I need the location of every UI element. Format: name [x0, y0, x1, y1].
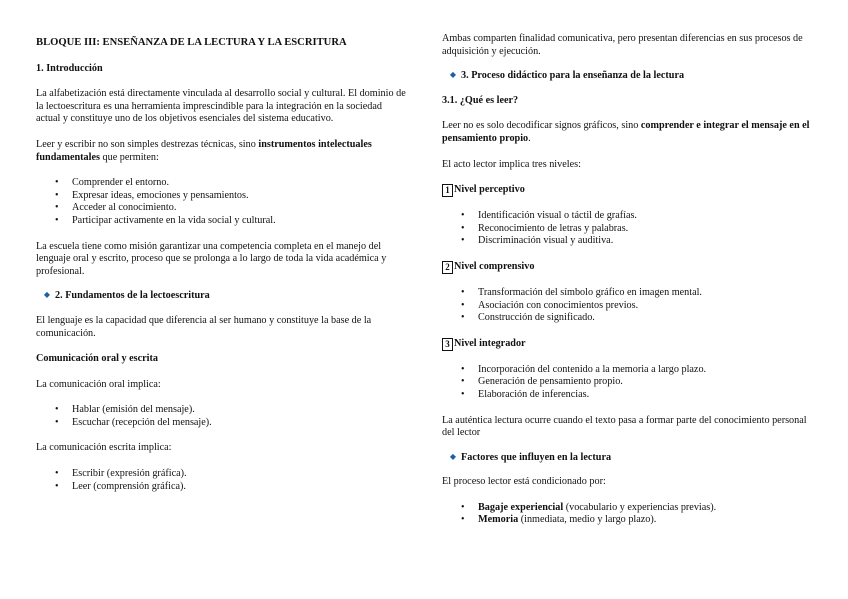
level-2-heading [442, 261, 812, 274]
list-item: • Identificación visual o táctil de grafías. [478, 210, 812, 223]
list-item: • Comprender el entorno. [72, 177, 408, 190]
intro-paragraph-2 [36, 139, 408, 164]
list-item: • Escribir (expresión gráfica). [72, 468, 408, 481]
section-2-heading-text: 2. Fundamentos de la lectoescritura [55, 290, 210, 302]
intro-p2-end: que permiten: [99, 151, 159, 163]
autentica-paragraph: La auténtica lectura ocurre cuando el texto pasa a formar parte del conocimiento personal del lector [442, 414, 807, 439]
level-3-title: Nivel integrador [454, 337, 526, 349]
factor-bold: Memoria [478, 514, 519, 526]
document-title: BLOQUE III: ENSEÑANZA DE LA LECTURA Y LA ESCRITURA [36, 37, 347, 48]
intro-paragraph-3: La escuela tiene como misión garantizar una competencia completa en el manejo del lenguaje oral y escrito, proceso que se prolonga a lo largo de toda la vida académica y profesional. [36, 240, 387, 277]
list-item: • Acceder al conocimiento. [72, 202, 408, 215]
factor-text: (vocabulario y experiencias previas). [563, 501, 717, 513]
factores-intro: El proceso lector está condicionado por: [442, 476, 606, 488]
list-item [478, 502, 812, 515]
list-item: • Expresar ideas, emociones y pensamientos. [72, 190, 408, 203]
intro-list [36, 177, 408, 227]
list-item: • Reconocimiento de letras y palabras. [478, 223, 812, 236]
list-item: • Construcción de significado. [478, 312, 812, 325]
section-3-heading [442, 70, 812, 83]
fundamentos-paragraph: El lenguaje es la capacidad que diferencia al ser humano y constituye la base de la comunicación. [36, 314, 372, 339]
level-1-list [442, 210, 812, 248]
escrita-list [36, 468, 408, 493]
intro-p2-bold: instrumentos intelectuales fundamentales [36, 138, 372, 163]
list-item: • Participar activamente en la vida social y cultural. [72, 215, 408, 228]
section-1-heading: 1. Introducción [36, 62, 103, 74]
level-3-list [442, 364, 812, 402]
leer-def-end: . [528, 132, 531, 144]
level-2-title: Nivel comprensivo [454, 260, 535, 272]
number-1-icon: 1 [442, 184, 453, 197]
list-item: • Escuchar (recepción del mensaje). [72, 417, 408, 430]
list-item: • Hablar (emisión del mensaje). [72, 404, 408, 417]
level-1-title: Nivel perceptivo [454, 184, 525, 196]
intro-p2-text: Leer y escribir no son simples destrezas técnicas, sino [36, 138, 259, 150]
factores-heading [442, 452, 812, 465]
section-3-heading-text: 3. Proceso didáctico para la enseñanza de la lectura [461, 70, 685, 82]
left-column [36, 33, 408, 493]
list-item: • Incorporación del contenido a la memoria a largo plazo. [478, 364, 812, 377]
leer-def-bold: comprender e integrar el mensaje en el pensamiento propio [442, 120, 810, 144]
list-item: • Elaboración de inferencias. [478, 389, 812, 402]
factor-bold: Bagaje experiencial [478, 501, 564, 513]
list-item: • Leer (comprensión gráfica). [72, 481, 408, 494]
list-item: • Discriminación visual y auditiva. [478, 235, 812, 248]
oral-list [36, 404, 408, 429]
oral-intro: La comunicación oral implica: [36, 378, 161, 390]
escrita-intro: La comunicación escrita implica: [36, 442, 172, 454]
diamond-bullet-icon: ◆ [449, 451, 457, 461]
list-item: • Asociación con conocimientos previos. [478, 300, 812, 313]
number-3-icon: 3 [442, 338, 453, 351]
factores-list [442, 502, 812, 527]
comparison-paragraph: Ambas comparten finalidad comunicativa, pero presentan diferencias en sus procesos de adquisición y ejecución. [442, 33, 803, 57]
list-item: • Generación de pensamiento propio. [478, 376, 812, 389]
section-3-1-heading: 3.1. ¿Qué es leer? [442, 94, 519, 106]
diamond-bullet-icon: ◆ [449, 70, 457, 80]
factor-text: (inmediata, medio y largo plazo). [518, 514, 657, 526]
intro-paragraph-1: La alfabetización está directamente vinculada al desarrollo social y cultural. El dominio de la lectoescritura es una herramienta imprescindible para la integración en la sociedad actual y constituye uno de los objetivos esenciales del sistema educativo. [36, 88, 406, 125]
list-item: • Transformación del símbolo gráfico en imagen mental. [478, 287, 812, 300]
leer-def-text: Leer no es solo decodificar signos gráficos, sino [442, 120, 641, 132]
leer-definition [442, 120, 812, 145]
level-1-heading [442, 184, 812, 197]
list-item [478, 514, 812, 527]
right-column [442, 33, 812, 527]
level-2-list [442, 287, 812, 325]
factores-heading-text: Factores que influyen en la lectura [461, 451, 612, 463]
comunicacion-subheading: Comunicación oral y escrita [36, 353, 158, 365]
level-3-heading [442, 338, 812, 351]
diamond-bullet-icon: ◆ [43, 290, 51, 300]
number-2-icon: 2 [442, 261, 453, 274]
section-2-heading [36, 290, 408, 303]
levels-intro: El acto lector implica tres niveles: [442, 158, 581, 170]
